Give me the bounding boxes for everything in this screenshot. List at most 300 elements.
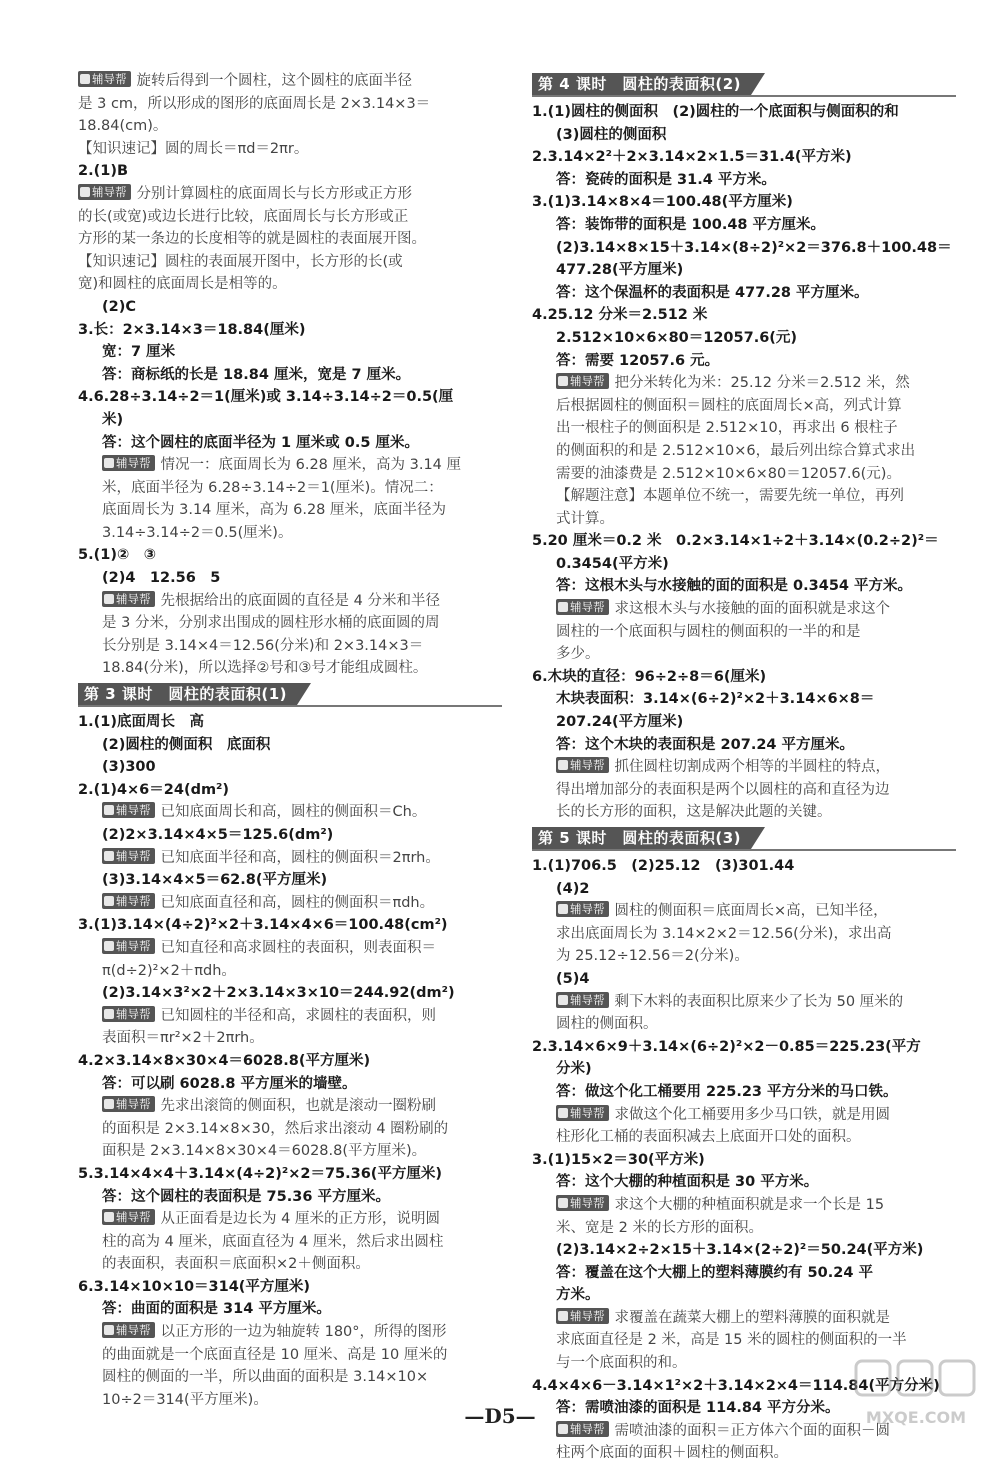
answer-line: [78, 1186, 502, 1209]
person-icon: [558, 1311, 568, 1321]
line-text: 3.14÷3.14÷2＝0.5(厘米)。: [102, 524, 293, 541]
line-text: 求底面直径是 2 米，高是 15 米的圆柱的侧面积的一半: [556, 1332, 907, 1349]
line-text: 答：装饰带的面积是 100.48 平方厘米。: [556, 216, 826, 233]
line-text: 已知底面半径和高，圆柱的侧面积＝2πrh。: [160, 849, 440, 866]
hint-line: [78, 1005, 502, 1028]
hint-line: [532, 485, 956, 508]
line-text: 18.84(分米)，所以选择②号和③号才能组成圆柱。: [102, 660, 428, 677]
hint-line: [532, 1194, 956, 1217]
answer-line: [78, 296, 502, 319]
person-icon: [104, 1325, 114, 1335]
line-text: 【知识速记】圆柱的表面展开图中，长方形的长(或: [78, 253, 403, 270]
hint-line: [78, 454, 502, 477]
line-text: (3)3.14×4×5＝62.8(平方厘米): [102, 872, 328, 889]
tutor-help-label: 辅导帮: [92, 72, 127, 86]
tutor-help-badge: [102, 1322, 155, 1338]
line-text: 需喷油漆的面积＝正方体六个面的面积－圆: [614, 1422, 890, 1439]
section-heading: [78, 683, 502, 707]
hint-line: [78, 847, 502, 870]
tutor-help-label: 辅导帮: [116, 938, 151, 953]
hint-line: [532, 463, 956, 486]
answer-line: [532, 1081, 956, 1104]
person-icon: [104, 594, 114, 604]
line-text: 求出底面周长为 3.14×2×2＝12.56(分米)，求出高: [556, 925, 892, 942]
tutor-help-badge: [556, 373, 609, 389]
section-heading-text: 第 3 课时 圆柱的表面积(1): [78, 683, 297, 705]
answer-line: [532, 734, 956, 757]
line-text: 0.3454(平方米): [556, 555, 669, 572]
line-text: 柱形化工桶的表面积减去上底面开口处的面积。: [556, 1129, 861, 1146]
line-text: 答：需要 12057.6 元。: [556, 352, 720, 369]
hint-line: [78, 937, 502, 960]
tutor-help-label: 辅导帮: [570, 902, 605, 917]
line-text: 【知识速记】圆的周长＝πd＝2πr。: [78, 140, 309, 157]
line-text: 3.(1)3.14×(4÷2)²×2＋3.14×4×6＝100.48(cm²): [78, 917, 448, 934]
line-text: 3.长：2×3.14×3＝18.84(厘米): [78, 321, 306, 338]
answer-line: [78, 341, 502, 364]
hint-line: [532, 991, 956, 1014]
tutor-help-label: 辅导帮: [116, 591, 151, 606]
line-text: 4.6.28÷3.14÷2＝1(厘米)或 3.14÷3.14÷2＝0.5(厘: [78, 389, 454, 406]
line-text: (4)2: [556, 880, 590, 897]
hint-line: [532, 801, 956, 824]
answer-line: [532, 214, 956, 237]
line-text: 的长(或宽)或边长进行比较，底面周长与长方形或正: [78, 208, 409, 225]
hint-line: [532, 779, 956, 802]
tutor-help-badge: [102, 1006, 155, 1022]
hint-line: [532, 643, 956, 666]
hint-line: [532, 1126, 956, 1149]
answer-line: [532, 711, 956, 734]
line-text: 5.(1)② ③: [78, 547, 156, 564]
answer-line: [532, 146, 956, 169]
line-text: 2.(1)B: [78, 163, 128, 180]
person-icon: [104, 896, 114, 906]
tutor-help-label: 辅导帮: [116, 1323, 151, 1338]
line-text: 的表面积，表面积＝底面积×2＋侧面积。: [102, 1256, 370, 1273]
line-text: 答：这个圆柱的表面积是 75.36 平方厘米。: [102, 1188, 390, 1205]
line-text: 柱两个底面的面积＋圆柱的侧面积。: [556, 1445, 788, 1462]
tutor-help-badge: [102, 938, 155, 954]
line-text: 与一个底面积的和。: [556, 1355, 687, 1372]
answer-line: [532, 1284, 956, 1307]
line-text: 木块表面积：3.14×(6÷2)²×2＋3.14×6×8＝: [556, 691, 875, 708]
answer-line: [532, 169, 956, 192]
line-text: 长的长方形的面积，这是解决此题的关键。: [556, 804, 832, 821]
line-text: 宽)和圆柱的底面周长是相等的。: [78, 276, 287, 293]
line-text: 求这个大棚的种植面积就是求一个长是 15: [614, 1196, 885, 1213]
line-text: 的侧面积的和是 2.512×10×6，最后列出综合算式求出: [556, 442, 916, 459]
line-text: (5)4: [556, 970, 590, 987]
line-text: 米、宽是 2 米的长方形的面积。: [556, 1219, 763, 1236]
hint-line: [532, 1217, 956, 1240]
answer-line: [532, 855, 956, 878]
answer-line: [78, 432, 502, 455]
answer-line: [78, 1276, 502, 1299]
tutor-help-label: 辅导帮: [570, 758, 605, 773]
section-heading-text: 第 4 课时 圆柱的表面积(2): [532, 73, 751, 95]
tutor-help-badge: [102, 893, 155, 909]
line-text: 圆柱的侧面的一半，所以曲面的面积是 3.14×10×: [102, 1369, 429, 1386]
answer-line: [532, 101, 956, 124]
line-text: 从正面看是边长为 4 厘米的正方形，说明圆: [160, 1211, 440, 1228]
answer-line: [532, 327, 956, 350]
answer-line: [78, 734, 502, 757]
line-text: 后根据圆柱的侧面积＝圆柱的底面周长×高，列式计算: [556, 397, 902, 414]
answer-line: [78, 1050, 502, 1073]
hint-line: [532, 1442, 956, 1465]
person-icon: [104, 1099, 114, 1109]
section-heading: [532, 827, 956, 851]
tutor-help-label: 辅导帮: [116, 456, 151, 471]
tutor-help-label: 辅导帮: [570, 1421, 605, 1436]
answer-line: [532, 1262, 956, 1285]
answer-line: [532, 1239, 956, 1262]
line-text: 以正方形的一边为轴旋转 180°，所得的图形: [160, 1324, 447, 1341]
hint-line: [78, 1321, 502, 1344]
hint-line: [78, 1140, 502, 1163]
tutor-help-label: 辅导帮: [116, 893, 151, 908]
tutor-help-label: 辅导帮: [570, 1308, 605, 1323]
answer-line: [532, 237, 956, 260]
answer-line: [78, 319, 502, 342]
line-text: 米): [102, 411, 124, 428]
line-text: 1.(1)圆柱的侧面积 (2)圆柱的一个底面积与侧面积的和: [532, 104, 899, 120]
hint-line: [78, 138, 502, 161]
hint-line: [78, 228, 502, 251]
hint-line: [78, 635, 502, 658]
hint-line: [78, 1027, 502, 1050]
line-text: 先求出滚筒的侧面积，也就是滚动一圈粉刷: [160, 1098, 436, 1115]
line-text: 方形的某一条边的长度相等的就是圆柱的表面展开图。: [78, 231, 426, 248]
answer-line: [532, 259, 956, 282]
hint-line: [532, 945, 956, 968]
answer-line: [78, 1298, 502, 1321]
line-text: π(d÷2)²×2＋πdh。: [102, 962, 236, 979]
line-text: 1.(1)706.5 (2)25.12 (3)301.44: [532, 858, 795, 874]
answer-line: [532, 968, 956, 991]
answer-line: [78, 386, 502, 409]
person-icon: [104, 851, 114, 861]
answer-line: [78, 364, 502, 387]
person-icon: [558, 1198, 568, 1208]
line-text: 答：这根木头与水接触的面的面积是 0.3454 平方米。: [556, 578, 913, 595]
line-text: 圆柱的侧面积＝底面周长×高，已知半径，: [614, 903, 888, 920]
hint-line: [532, 440, 956, 463]
line-text: 是 3 分米，分别求出围成的圆柱形水桶的底面圆的周: [102, 615, 440, 632]
answer-line: [78, 409, 502, 432]
answer-line: [532, 1058, 956, 1081]
answer-line: [78, 824, 502, 847]
hint-line: [78, 1231, 502, 1254]
page-number: —D5—: [464, 1404, 536, 1428]
hint-line: [78, 499, 502, 522]
right-column: [532, 70, 956, 1465]
line-text: (3)300: [102, 759, 156, 776]
line-text: (2)2×3.14×4×5＝125.6(dm²): [102, 827, 334, 843]
line-text: 2.(1)4×6＝24(dm²): [78, 781, 230, 798]
answer-line: [78, 160, 502, 183]
answer-line: [532, 124, 956, 147]
person-icon: [558, 760, 568, 770]
hint-line: [78, 1366, 502, 1389]
answer-line: [532, 1036, 956, 1059]
person-icon: [104, 1009, 114, 1019]
line-text: 答：做这个化工桶要用 225.23 平方分米的马口铁。: [556, 1083, 898, 1100]
line-text: 面积是 2×3.14×8×30×4＝6028.8(平方厘米)。: [102, 1143, 427, 1160]
line-text: 底面周长为 3.14 厘米，高为 6.28 厘米，底面半径为: [102, 502, 447, 519]
line-text: 已知直径和高求圆柱的表面积，则表面积＝: [160, 939, 436, 956]
tutor-help-badge: [556, 1195, 609, 1211]
hint-line: [532, 598, 956, 621]
line-text: 方米。: [556, 1287, 600, 1304]
person-icon: [558, 904, 568, 914]
tutor-help-badge: [556, 1105, 609, 1121]
person-icon: [80, 187, 90, 197]
person-icon: [558, 1108, 568, 1118]
line-text: 答：可以刷 6028.8 平方厘米的墙壁。: [102, 1075, 357, 1092]
tutor-help-badge: [102, 848, 155, 864]
hint-line: [532, 417, 956, 440]
tutor-help-label: 辅导帮: [570, 1195, 605, 1210]
line-text: 答：需喷油漆的面积是 114.84 平方分米。: [556, 1400, 840, 1417]
answer-line: [78, 711, 502, 734]
line-text: 2.512×10×6×80＝12057.6(元): [556, 329, 798, 346]
answer-line: [78, 544, 502, 567]
line-text: 5.20 厘米＝0.2 米 0.2×3.14×1÷2＋3.14×(0.2÷2)²＝: [532, 533, 939, 550]
tutor-help-badge: [78, 71, 131, 87]
answer-line: [532, 878, 956, 901]
person-icon: [104, 805, 114, 815]
tutor-help-label: 辅导帮: [116, 1210, 151, 1225]
line-text: 分别计算圆柱的底面周长与长方形或正方形: [136, 185, 412, 202]
line-text: 旋转后得到一个圆柱，这个圆柱的底面半径: [136, 73, 412, 89]
line-text: 的面积是 2×3.14×8×30，然后求出滚动 4 圈粉刷的: [102, 1120, 449, 1137]
line-text: 得出增加部分的表面积是两个以圆柱的高和直径为边: [556, 781, 890, 798]
hint-line: [532, 923, 956, 946]
hint-line: [78, 522, 502, 545]
line-text: 先根据给出的底面圆的直径是 4 分米和半径: [160, 592, 440, 609]
hint-line: [78, 93, 502, 116]
hint-line: [532, 1104, 956, 1127]
hint-line: [78, 1118, 502, 1141]
tutor-help-badge: [78, 184, 131, 200]
hint-line: [78, 273, 502, 296]
hint-line: [532, 395, 956, 418]
tutor-help-badge: [102, 591, 155, 607]
line-text: 为 25.12÷12.56＝2(分米)。: [556, 948, 749, 965]
hint-line: [532, 372, 956, 395]
answer-line: [532, 575, 956, 598]
section-heading: [532, 73, 956, 97]
line-text: 抓住圆柱切割成两个相等的半圆柱的特点，: [614, 759, 890, 776]
tutor-help-badge: [102, 1096, 155, 1112]
answer-line: [78, 869, 502, 892]
line-text: 的曲面就是一个底面直径是 10 厘米、高是 10 厘米的: [102, 1346, 448, 1363]
tutor-help-label: 辅导帮: [116, 1097, 151, 1112]
person-icon: [104, 1212, 114, 1222]
hint-line: [78, 1208, 502, 1231]
line-text: 3.(1)15×2＝30(平方米): [532, 1151, 705, 1168]
hint-line: [532, 900, 956, 923]
line-text: 2.3.14×2²＋2×3.14×2×1.5＝31.4(平方米): [532, 149, 852, 166]
answer-line: [532, 553, 956, 576]
line-text: 表面积＝πr²×2＋2πrh。: [102, 1030, 264, 1047]
line-text: 答：这个保温杯的表面积是 477.28 平方厘米。: [556, 284, 869, 301]
line-text: 柱的高为 4 厘米，底面直径为 4 厘米，然后求出圆柱: [102, 1233, 444, 1250]
line-text: 长分别是 3.14×4＝12.56(分米)和 2×3.14×3＝: [102, 637, 424, 654]
hint-line: [78, 251, 502, 274]
hint-line: [532, 1329, 956, 1352]
tutor-help-label: 辅导帮: [570, 992, 605, 1007]
answer-line: [532, 304, 956, 327]
answer-line: [532, 666, 956, 689]
line-text: 情况一：底面周长为 6.28 厘米，高为 3.14 厘: [160, 457, 462, 474]
line-text: 求做这个化工桶要用多少马口铁，就是用圆: [614, 1106, 890, 1123]
answer-line: [532, 191, 956, 214]
hint-line: [78, 612, 502, 635]
person-icon: [104, 941, 114, 951]
tutor-help-badge: [556, 992, 609, 1008]
hint-line: [532, 1307, 956, 1330]
line-text: 4.2×3.14×8×30×4＝6028.8(平方厘米): [78, 1052, 371, 1069]
tutor-help-badge: [556, 757, 609, 773]
line-text: (2)C: [102, 298, 136, 315]
line-text: (3)圆柱的侧面积: [556, 126, 667, 143]
watermark-text: MXQE.COM: [865, 1408, 967, 1427]
hint-line: [78, 892, 502, 915]
line-text: 答：这个圆柱的底面半径为 1 厘米或 0.5 厘米。: [102, 434, 419, 451]
tutor-help-badge: [556, 599, 609, 615]
line-text: 477.28(平方厘米): [556, 262, 684, 279]
hint-line: [78, 206, 502, 229]
person-icon: [558, 602, 568, 612]
hint-line: [532, 508, 956, 531]
line-text: 答：商标纸的长是 18.84 厘米，宽是 7 厘米。: [102, 366, 411, 383]
answer-line: [78, 567, 502, 590]
tutor-help-label: 辅导帮: [116, 1006, 151, 1021]
line-text: 分米): [556, 1061, 592, 1078]
answer-line: [532, 688, 956, 711]
line-text: 已知圆柱的半径和高，求圆柱的表面积，则: [160, 1007, 436, 1024]
line-text: 式计算。: [556, 510, 614, 527]
hint-line: [532, 621, 956, 644]
answer-line: [78, 756, 502, 779]
answer-line: [78, 914, 502, 937]
hint-line: [78, 657, 502, 680]
person-icon: [104, 458, 114, 468]
tutor-help-badge: [102, 802, 155, 818]
line-text: (2)圆柱的侧面积 底面积: [102, 736, 271, 753]
tutor-help-badge: [556, 1308, 609, 1324]
tutor-help-label: 辅导帮: [92, 184, 127, 199]
hint-line: [532, 1013, 956, 1036]
line-text: 剩下木料的表面积比原来少了长为 50 厘米的: [614, 993, 904, 1010]
line-text: 需要的油漆费是 2.512×10×6×80＝12057.6(元)。: [556, 465, 901, 482]
answer-line: [532, 350, 956, 373]
line-text: 把分米转化为米：25.12 分米＝2.512 米，然: [614, 375, 910, 392]
line-text: 2.3.14×6×9＋3.14×(6÷2)²×2－0.85＝225.23(平方: [532, 1038, 921, 1055]
line-text: 多少。: [556, 646, 600, 663]
line-text: 3.(1)3.14×8×4＝100.48(平方厘米): [532, 194, 793, 211]
answer-line: [532, 282, 956, 305]
line-text: 出一根柱子的侧面积是 2.512×10，再求出 6 根柱子: [556, 420, 898, 437]
tutor-help-badge: [102, 1209, 155, 1225]
person-icon: [80, 74, 90, 84]
tutor-help-label: 辅导帮: [116, 803, 151, 818]
line-text: 答：覆盖在这个大棚上的塑料薄膜约有 50.24 平: [556, 1264, 873, 1281]
line-text: 圆柱的侧面积。: [556, 1016, 658, 1033]
tutor-help-badge: [102, 455, 155, 471]
line-text: 6.木块的直径：96÷2÷8＝6(厘米): [532, 668, 767, 685]
hint-line: [78, 1344, 502, 1367]
tutor-help-badge: [556, 901, 609, 917]
tutor-help-label: 辅导帮: [116, 848, 151, 863]
line-text: 6.3.14×10×10＝314(平方厘米): [78, 1278, 311, 1295]
hint-line: [532, 756, 956, 779]
line-text: 求覆盖在蔬菜大棚上的塑料薄膜的面积就是: [614, 1309, 890, 1326]
line-text: 答：这个大棚的种植面积是 30 平方米。: [556, 1174, 819, 1191]
line-text: 答：这个木块的表面积是 207.24 平方厘米。: [556, 736, 855, 753]
line-text: 207.24(平方厘米): [556, 714, 684, 731]
hint-line: [78, 1253, 502, 1276]
line-text: 圆柱的一个底面积与圆柱的侧面积的一半的和是: [556, 623, 861, 640]
line-text: 答：瓷砖的面积是 31.4 平方米。: [556, 171, 776, 188]
section-heading-text: 第 5 课时 圆柱的表面积(3): [532, 827, 751, 849]
watermark-logo: [852, 1355, 982, 1433]
line-text: 是 3 cm，所以形成的图形的底面周长是 2×3.14×3＝: [78, 95, 431, 112]
line-text: 宽：7 厘米: [102, 344, 176, 361]
hint-line: [78, 477, 502, 500]
answer-line: [78, 779, 502, 802]
hint-line: [78, 183, 502, 206]
tutor-help-label: 辅导帮: [570, 374, 605, 389]
answer-line: [532, 530, 956, 553]
line-text: 答：曲面的面积是 314 平方厘米。: [102, 1301, 331, 1318]
hint-line: [78, 590, 502, 613]
line-text: 求这根木头与水接触的面的面积就是求这个: [614, 601, 890, 618]
tutor-help-label: 辅导帮: [570, 1105, 605, 1120]
answer-line: [532, 1171, 956, 1194]
hint-line: [78, 70, 502, 93]
line-text: 10÷2＝314(平方厘米)。: [102, 1391, 268, 1408]
line-text: 已知底面周长和高，圆柱的侧面积＝Ch。: [160, 804, 427, 821]
hint-line: [78, 801, 502, 824]
line-text: 已知底面直径和高，圆柱的侧面积＝πdh。: [160, 894, 435, 911]
line-text: (2)3.14×2÷2×15＋3.14×(2÷2)²＝50.24(平方米): [556, 1242, 924, 1259]
line-text: 5.3.14×4×4＋3.14×(4÷2)²×2＝75.36(平方厘米): [78, 1165, 443, 1182]
hint-line: [78, 1095, 502, 1118]
answer-line: [78, 982, 502, 1005]
line-text: 18.84(cm)。: [78, 118, 168, 135]
line-text: (2)4 12.56 5: [102, 570, 221, 587]
tutor-help-label: 辅导帮: [570, 600, 605, 615]
person-icon: [558, 376, 568, 386]
line-text: 4.25.12 分米＝2.512 米: [532, 307, 708, 324]
line-text: 米，底面半径为 6.28÷3.14÷2＝1(厘米)。情况二：: [102, 479, 443, 496]
answer-line: [78, 1073, 502, 1096]
answer-line: [78, 1163, 502, 1186]
hint-line: [78, 115, 502, 138]
person-icon: [558, 995, 568, 1005]
line-text: 【解题注意】本题单位不统一，需要先统一单位，再列: [556, 488, 904, 505]
line-text: (2)3.14×3²×2＋2×3.14×3×10＝244.92(dm²): [102, 985, 455, 1002]
left-column: [78, 70, 502, 1411]
answer-line: [532, 1149, 956, 1172]
line-text: 1.(1)底面周长 高: [78, 714, 204, 731]
hint-line: [78, 960, 502, 983]
line-text: 4.4×4×6－3.14×1²×2＋3.14×2×4＝114.84(平方分米): [532, 1377, 940, 1394]
